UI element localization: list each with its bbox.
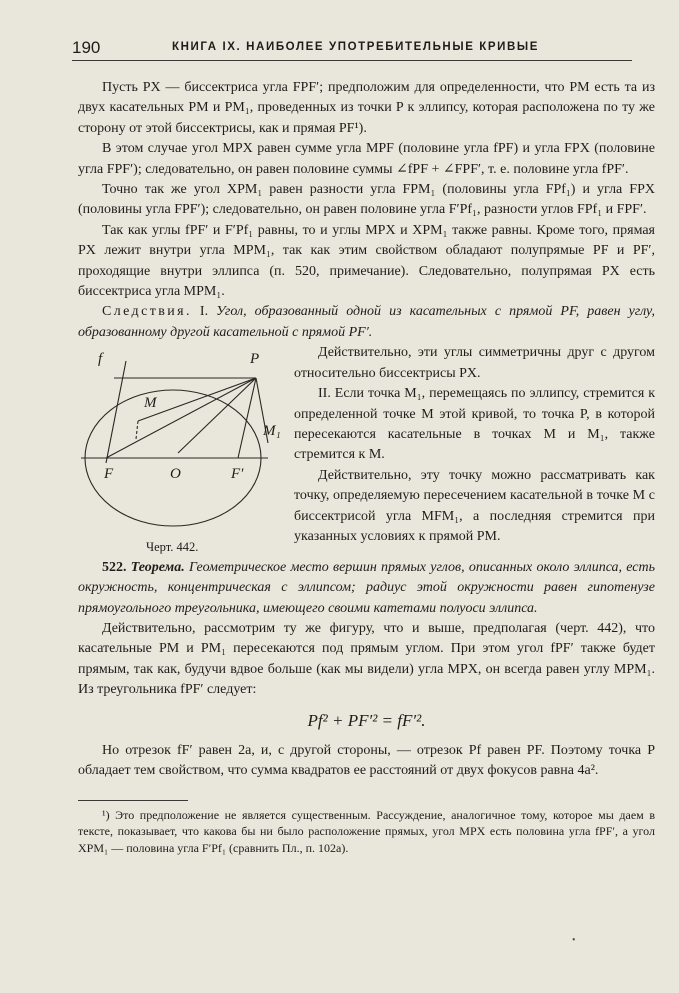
paragraph: Но отрезок fF′ равен 2a, и, с другой стороны, — отрезок Pf равен PF. Поэтому точка P обладает тем свойством, что сумма квадратов ее расстояний от двух фокусов равна 4a². (78, 742, 655, 779)
theorem (78, 558, 655, 619)
paragraph: Точно так же угол XPM₁ равен разности угла FPM₁ (половины угла FPf₁) и угла FPX (половины угла FPF′); следовательно, он равен половине угла F′Pf₁, разности углов FPf₁ и FPF′. (78, 182, 655, 218)
footnote: ¹) Это предположение не является существенным. Рассуждение, аналогичное тому, которое мы даем в тексте, показывает, что какова бы ни было расположение прямых, угол MPX есть половина угла fPF′, а угол XPM₁ — половина угла F′Pf₁ (сравнить Пл., п. 102а). (78, 807, 655, 855)
label-F-prime: F′ (231, 466, 244, 483)
label-F: F (104, 466, 114, 483)
label-P: P (250, 351, 260, 368)
ellipse-diagram (78, 343, 281, 533)
figure (78, 343, 281, 557)
theorem-number: 522. (102, 559, 127, 575)
figure-side-text (294, 343, 655, 557)
page-speck: • (572, 935, 576, 946)
paragraph: Действительно, эти углы симметричны друг с другом относительно биссектрисы PX. (294, 345, 655, 381)
paragraph: Действительно, эту точку можно рассматривать как точку, определяемую пересечением касательной в точке M с биссектрисой угла MFM₁, а последняя стремится при указанных условиях к прямой PM. (294, 467, 655, 544)
paragraph: Пусть PX — биссектриса угла FPF′; предположим для определенности, что PM есть та из двух касательных PM и PM₁, проведенных из точки P к эллипсу, которая расположена по ту же сторону от этой биссектрисы, как и прямая PF¹). (78, 80, 655, 136)
paragraph: II. Если точка M₁, перемещаясь по эллипсу, стремится к определенной точке M этой кривой, то точка P, в которой пересекаются касательные в точках M и M₁, также стремится к M. (294, 386, 655, 463)
label-M1: M₁ (263, 423, 281, 440)
page-body (78, 78, 655, 856)
corollary-statement: Угол, образованный одной из касательных с прямой PF, равен углу, образованному другой касательной с прямой PF′. (78, 304, 656, 340)
corollary-label: Следствия. (102, 304, 192, 320)
page-number: 190 (72, 38, 101, 57)
formula: Pf² + PF′² = fF′². (307, 710, 426, 730)
paragraph: Так как углы fPF′ и F′Pf₁ равны, то и углы MPX и XPM₁ также равны. Кроме того, прямая PX лежит внутри угла MPM₁, так как этим свойством обладают полупрямые PF и PF′, проходящие внутри эллипса (п. 520, примечание). Следовательно, полупрямая PX есть биссектриса угла MPM₁. (78, 222, 655, 300)
running-title: КНИГА IX. НАИБОЛЕЕ УПОТРЕБИТЕЛЬНЫЕ КРИВЫЕ (172, 41, 540, 53)
figure-caption: Черт. 442. (146, 540, 199, 555)
paragraph: В этом случае угол MPX равен сумме угла MPF (половине угла fPF) и угла FPX (половине угла FPF′); следовательно, он равен половине суммы ∠fPF + ∠FPF′, т. е. половине угла fPF′. (78, 141, 655, 177)
corollary-heading (78, 302, 655, 343)
line-PX (178, 378, 256, 453)
label-f: f (98, 351, 103, 368)
theorem-title: Теорема. (130, 559, 185, 575)
page-header (72, 38, 632, 61)
corollary-number: I. (199, 304, 209, 320)
paragraph: Действительно, рассмотрим ту же фигуру, что и выше, предполагая (черт. 442), что касательные PM и PM₁ пересекаются под прямым углом. При этом угол fPF′ также будет прямым, так как, будучи вдвое больше (как мы видели) угла MPX, он всегда равен углу MPM₁. Из треугольника fPF′ следует: (78, 620, 655, 698)
theorem-statement: Геометрическое место вершин прямых углов, описанных около эллипса, есть окружность, концентрическая с эллипсом; радиус этой окружности равен гипотенузе прямоугольного треугольника, имеющего своими катетами полуоси эллипса. (78, 559, 655, 616)
dashed-segment (136, 421, 138, 439)
figure-row (78, 343, 655, 557)
label-M: M (144, 395, 157, 412)
line-PF2 (238, 378, 256, 458)
footnote-rule (78, 800, 188, 801)
label-O: O (170, 466, 181, 483)
